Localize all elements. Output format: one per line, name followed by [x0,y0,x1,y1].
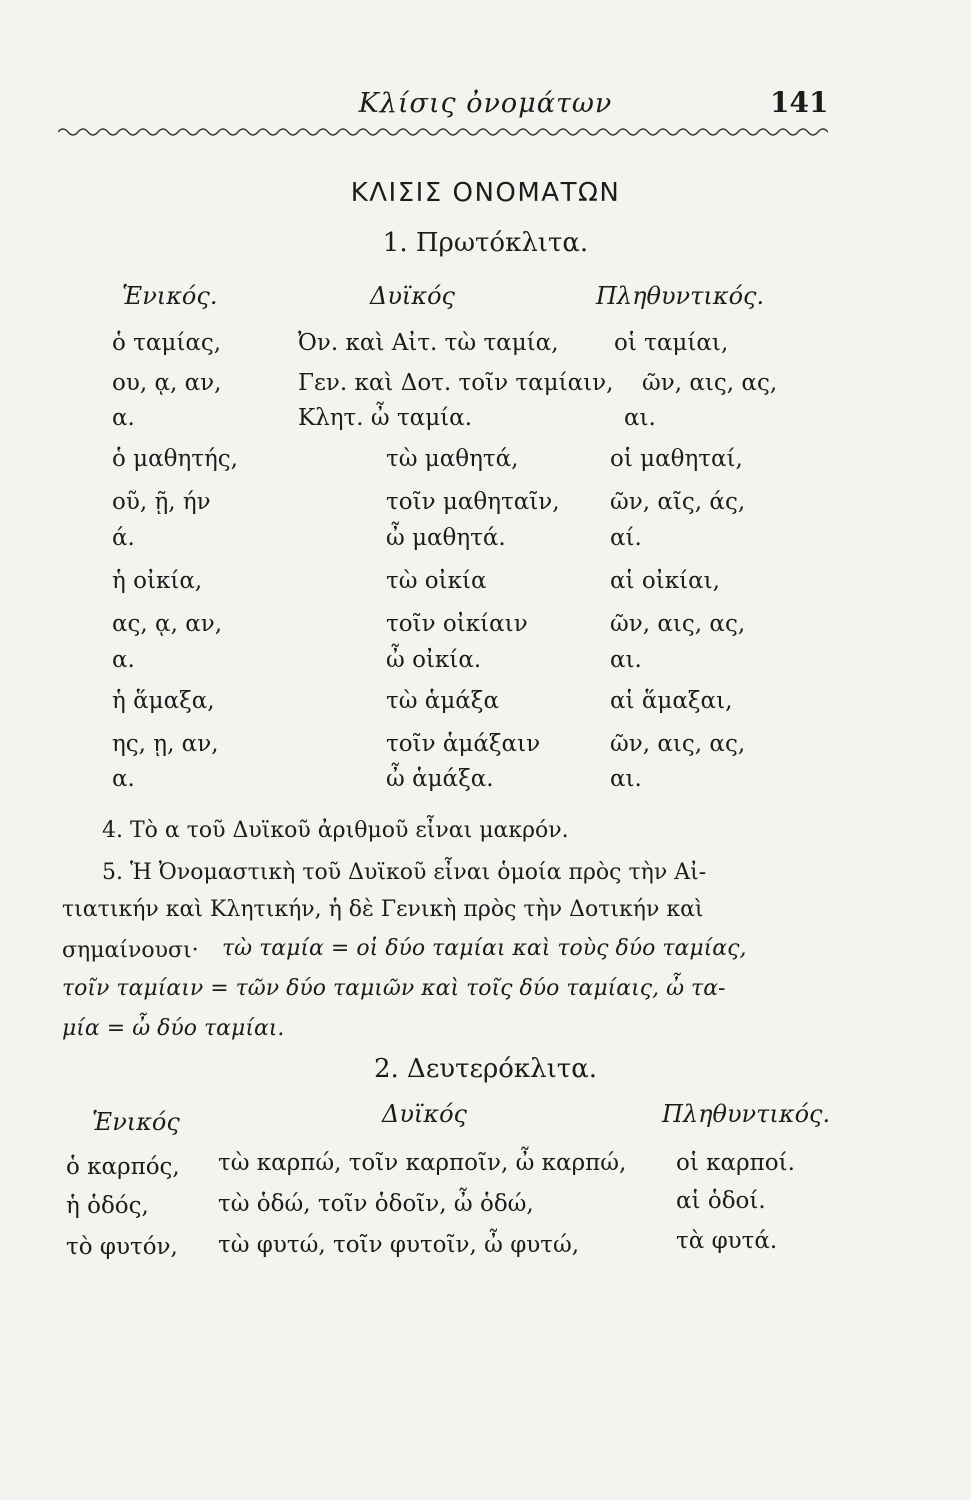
table1-row3-dual: Κλητ. ὦ ταμία. [298,405,473,431]
table2-row2-dual: τὼ ὁδώ, τοῖν ὁδοῖν, ὦ ὁδώ, [218,1191,534,1217]
note-4: 4. Τὸ α τοῦ Δυϊκοῦ ἀριθμοῦ εἶναι μακρόν. [102,818,569,843]
table1-header-dual: Δυϊκός [370,282,455,310]
table1-row2-plural: ῶν, αις, ας, [642,370,778,396]
table2-header-dual: Δυϊκός [382,1100,467,1128]
wavy-rule [58,124,828,140]
table1-row1-singular: ὁ ταμίας, [112,330,222,356]
table1-row5-singular: οῦ, ῇ, ήν [112,489,211,515]
table1-row1-plural: οἱ ταμίαι, [614,330,729,356]
table1-row7-singular: ἡ οἰκία, [112,568,203,594]
note-5-line-2: τιατικήν καὶ Κλητικήν, ἡ δὲ Γενικὴ πρὸς τὴν Δοτικήν καὶ [62,897,704,922]
table2-header-singular: Ἑνικός [92,1108,180,1136]
table1-row3-plural: αι. [624,405,656,431]
page-number: 141 [770,86,829,119]
table1-row4-plural: οἱ μαθηταί, [610,446,743,472]
table1-row1-dual: Ὀν. καὶ Αἰτ. τὼ ταμία, [298,330,559,356]
section-title: ΚΛΙΣΙΣ ΟΝΟΜΑΤΩΝ [350,178,621,208]
table1-row4-singular: ὁ μαθητής, [112,446,238,472]
table2-header-plural: Πληθυντικός. [662,1100,831,1128]
table1-row5-plural: ῶν, αῖς, άς, [610,489,746,515]
table1-row11-dual: τοῖν ἁμάξαιν [386,731,541,757]
running-head-title: Κλίσις ὀνομάτων [358,88,613,119]
table1-row5-dual: τοῖν μαθηταῖν, [386,489,560,515]
table1-row2-dual: Γεν. καὶ Δοτ. τοῖν ταμίαιν, [298,370,614,396]
table1-row8-plural: ῶν, αις, ας, [610,611,746,637]
table2-row3-dual: τὼ φυτώ, τοῖν φυτοῖν, ὦ φυτώ, [218,1232,580,1258]
table1-row9-dual: ὦ οἰκία. [386,647,482,673]
note-5-line-5: μία = ὦ δύο ταμίαι. [62,1016,285,1041]
table2-row3-singular: τὸ φυτόν, [66,1234,178,1260]
note-5-line-1: 5. Ἡ Ὀνομαστικὴ τοῦ Δυϊκοῦ εἶναι ὁμοία πρὸς τὴν Αἰ- [102,860,707,885]
note-5-line-3b: τὼ ταμία = οἱ δύο ταμίαι καὶ τοὺς δύο ταμίας, [222,936,747,961]
table1-row7-dual: τὼ οἰκία [386,568,487,594]
table1-row6-plural: αί. [610,525,642,551]
second-declension-heading: 2. Δευτερόκλιτα. [373,1054,598,1084]
table2-row1-dual: τὼ καρπώ, τοῖν καρποῖν, ὦ καρπώ, [218,1150,627,1176]
table1-row8-dual: τοῖν οἰκίαιν [386,611,528,637]
table1-row10-singular: ἡ ἅμαξα, [112,688,215,714]
table2-row1-singular: ὁ καρπός, [66,1154,180,1180]
table2-row2-plural: αἱ ὁδοί. [676,1188,766,1214]
table2-row1-plural: οἱ καρποί. [676,1150,795,1176]
table1-row11-plural: ῶν, αις, ας, [610,731,746,757]
table1-row10-dual: τὼ ἁμάξα [386,688,500,714]
table1-row6-dual: ὦ μαθητά. [386,525,506,551]
first-declension-heading: 1. Πρωτόκλιτα. [382,228,589,258]
table1-row12-dual: ὦ ἁμάξα. [386,766,494,792]
note-5-line-3a: σημαίνουσι· [62,938,199,963]
table1-row9-plural: αι. [610,647,642,673]
table1-row7-plural: αἱ οἰκίαι, [610,568,720,594]
table1-row11-singular: ης, ῃ, αν, [112,731,219,757]
table1-row12-singular: α. [112,766,135,792]
table1-row6-singular: ά. [112,525,135,551]
table1-row9-singular: α. [112,647,135,673]
table1-header-plural: Πληθυντικός. [596,282,765,310]
table1-header-singular: Ἑνικός. [122,282,218,310]
table1-row10-plural: αἱ ἅμαξαι, [610,688,733,714]
table1-row3-singular: α. [112,405,135,431]
table1-row12-plural: αι. [610,766,642,792]
table2-row3-plural: τὰ φυτά. [676,1228,778,1254]
note-5-line-4: τοῖν ταμίαιν = τῶν δύο ταμιῶν καὶ τοῖς δύο ταμίαις, ὦ τα- [62,976,726,1001]
table1-row4-dual: τὼ μαθητά, [386,446,519,472]
table2-row2-singular: ἡ ὁδός, [66,1193,149,1219]
table1-row2-singular: ου, ᾳ, αν, [112,370,222,396]
table1-row8-singular: ας, ᾳ, αν, [112,611,223,637]
